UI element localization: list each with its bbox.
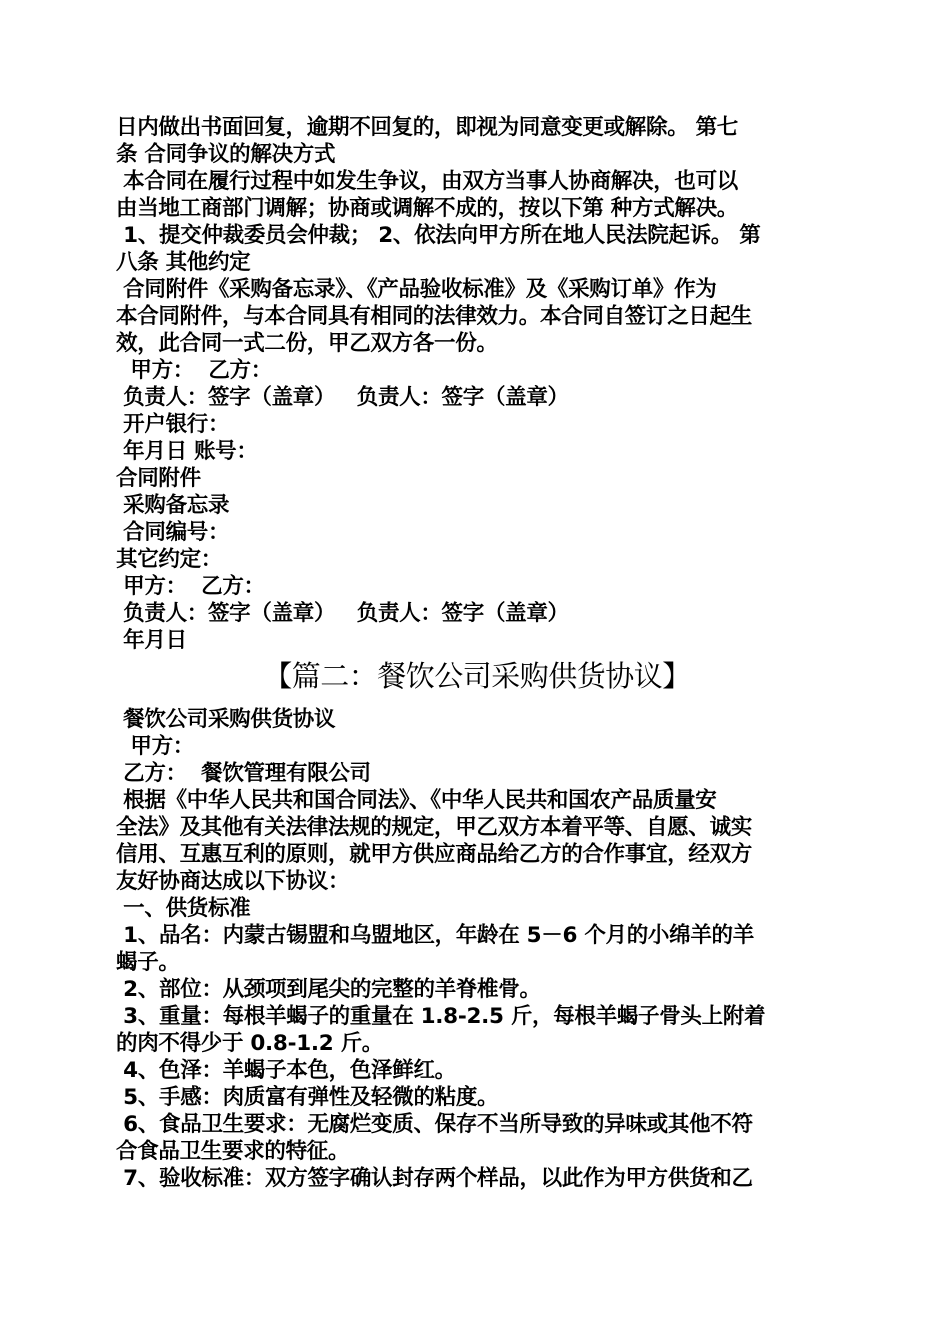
attachment-title: 合同附件: [116, 466, 201, 491]
contract-number-line: 合同编号：: [116, 520, 230, 545]
signature-parties-line: 甲方： 乙方：: [116, 358, 272, 383]
party-a-line: 甲方：: [116, 734, 194, 759]
text-line: 友好协商达成以下协议：: [116, 869, 350, 894]
section-heading: 【篇二：餐饮公司采购供货协议】: [263, 659, 691, 693]
text-line: 5、手感：肉质富有弹性及轻微的粘度。: [116, 1085, 499, 1110]
text-line: 3、重量：每根羊蝎子的重量在 1.8-2.5 斤，每根羊蝎子骨头上附着: [116, 1004, 766, 1029]
text-line: 合食品卫生要求的特征。: [116, 1139, 350, 1164]
text-line: 本合同在履行过程中如发生争议，由双方当事人协商解决，也可以: [116, 169, 738, 194]
text-line: 条 合同争议的解决方式: [116, 142, 336, 167]
contract-section-2: [116, 706, 838, 1192]
text-line: 本合同附件，与本合同具有相同的法律效力。本合同自签订之日起生: [116, 304, 753, 329]
text-line: 八条 其他约定: [116, 250, 251, 275]
text-line: 6、食品卫生要求：无腐烂变质、保存不当所导致的异味或其他不符: [116, 1112, 753, 1137]
text-line: 1、提交仲裁委员会仲裁； 2、依法向甲方所在地人民法院起诉。 第: [116, 223, 761, 248]
signature-parties-line: 甲方： 乙方：: [116, 574, 265, 599]
text-line: 根据《中华人民共和国合同法》、《中华人民共和国农产品质量安: [116, 788, 717, 813]
text-line: 全法》及其他有关法律法规的规定，甲乙双方本着平等、自愿、诚实: [116, 815, 753, 840]
party-b-line: 乙方： 餐饮管理有限公司: [116, 761, 371, 786]
text-line: 1、品名：内蒙古锡盟和乌盟地区，年龄在 5－6 个月的小绵羊的羊: [116, 923, 754, 948]
memo-title: 采购备忘录: [116, 493, 230, 518]
text-line: 2、部位：从颈项到尾尖的完整的羊脊椎骨。: [116, 977, 541, 1002]
clause-heading: 一、供货标准: [116, 896, 251, 921]
text-line: 效，此合同一式二份，甲乙双方各一份。: [116, 331, 498, 356]
bank-line: 开户银行：: [116, 412, 230, 437]
text-line: 4、色泽：羊蝎子本色，色泽鲜红。: [116, 1058, 456, 1083]
other-agreement-line: 其它约定：: [116, 547, 223, 572]
text-line: 合同附件《采购备忘录》、《产品验收标准》及《采购订单》作为: [116, 277, 717, 302]
date-account-line: 年月日 账号：: [116, 439, 258, 464]
document-page: [116, 114, 838, 1192]
text-line: 信用、互惠互利的原则，就甲方供应商品给乙方的合作事宜，经双方: [116, 842, 753, 867]
text-line: 蝎子。: [116, 950, 180, 975]
signature-responsible-line: 负责人：签字（盖章） 负责人：签字（盖章）: [116, 385, 569, 410]
text-line: 7、验收标准：双方签字确认封存两个样品，以此作为甲方供货和乙: [116, 1166, 753, 1191]
signature-responsible-line: 负责人：签字（盖章） 负责人：签字（盖章）: [116, 601, 569, 626]
agreement-title: 餐饮公司采购供货协议: [116, 707, 336, 732]
date-line: 年月日: [116, 628, 187, 653]
text-line: 由当地工商部门调解；协商或调解不成的，按以下第 种方式解决。: [116, 196, 738, 221]
text-line: 日内做出书面回复，逾期不回复的，即视为同意变更或解除。 第七: [116, 115, 738, 140]
contract-section-1: [116, 114, 838, 654]
text-line: 的肉不得少于 0.8-1.2 斤。: [116, 1031, 383, 1056]
